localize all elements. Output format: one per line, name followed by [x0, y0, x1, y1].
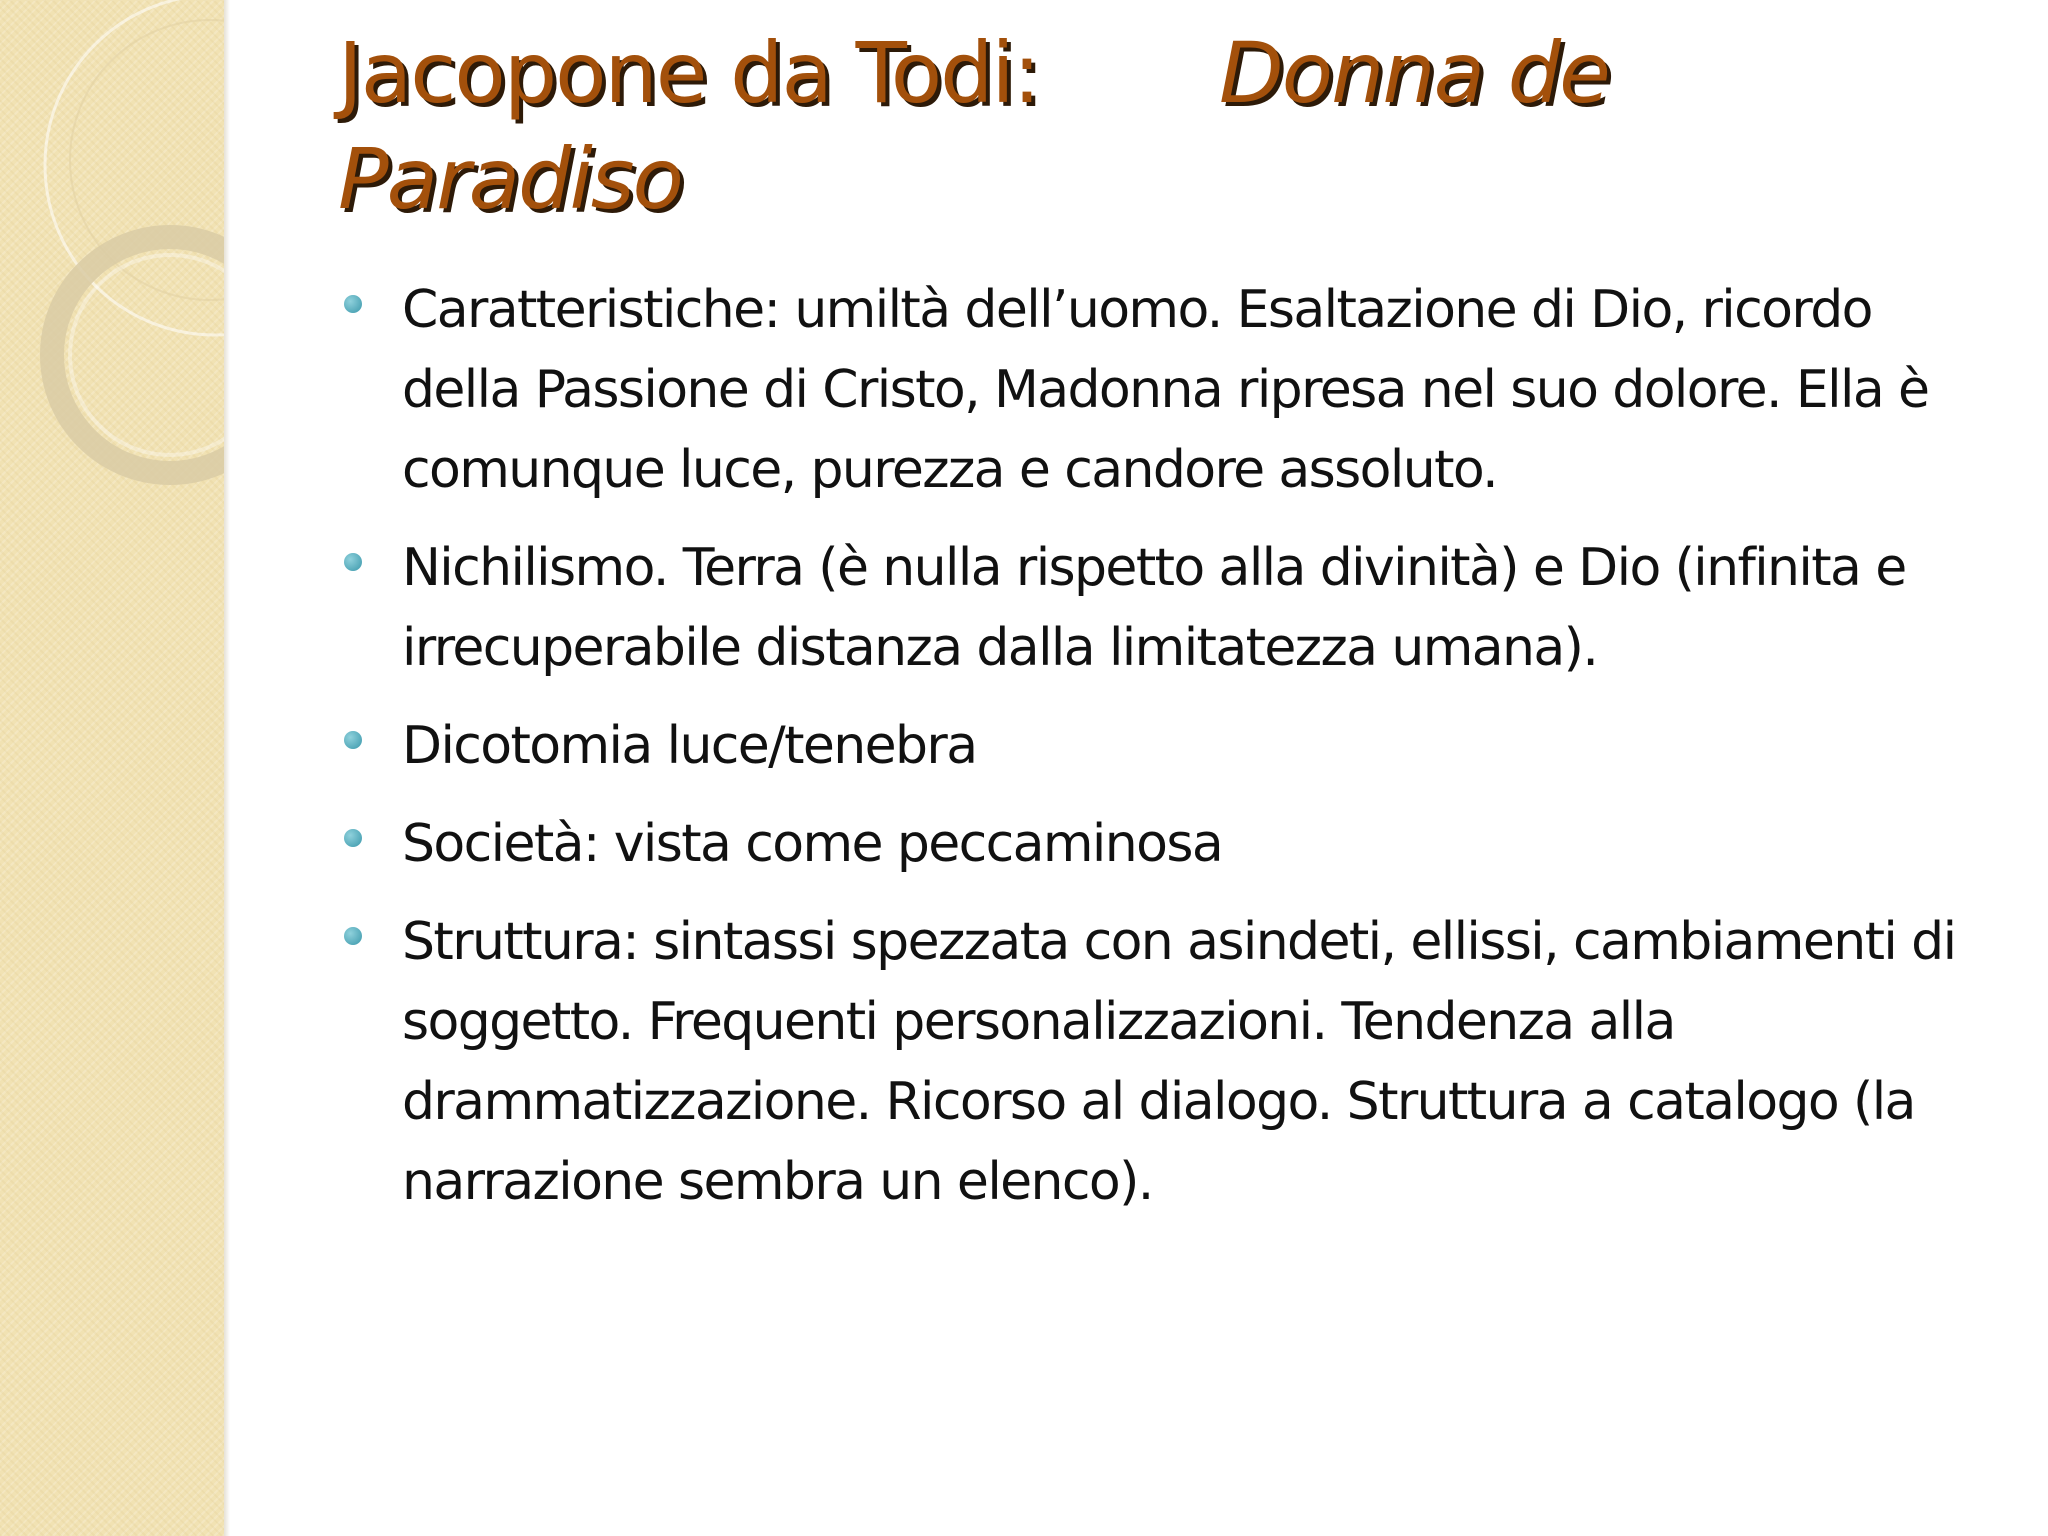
bullet-dot-icon — [344, 731, 362, 749]
sidebar-edge — [224, 0, 230, 1536]
bullet-item — [338, 804, 1978, 884]
bullet-dot-icon — [344, 927, 362, 945]
bullet-dot-icon — [344, 829, 362, 847]
bullet-text: Nichilismo. Terra (è nulla rispetto alla divinità) e Dio (infinita e irrecuperabile distanza dalla limitatezza umana). — [402, 538, 1906, 678]
bullet-item — [338, 902, 1978, 1222]
bullet-list — [338, 270, 1978, 1222]
bullet-dot-icon — [344, 553, 362, 571]
sidebar-rings-graphic — [0, 0, 224, 1536]
bullet-item — [338, 270, 1978, 510]
bullet-dot-icon — [344, 295, 362, 313]
bullet-text: Struttura: sintassi spezzata con asindeti, ellissi, cambiamenti di soggetto. Frequenti personalizzazioni. Tendenza alla drammatizzazione. Ricorso al dialogo. Struttura a catalogo (la narrazione sembra un elenco). — [402, 912, 1956, 1212]
title-author: Jacopone da Todi: — [338, 24, 1040, 122]
bullet-item — [338, 528, 1978, 688]
bullet-text: Società: vista come peccaminosa — [402, 814, 1223, 874]
decorative-sidebar — [0, 0, 224, 1536]
slide-title — [338, 20, 1898, 232]
title-work: Donna de Paradiso — [338, 24, 1609, 228]
slide-content — [338, 270, 1978, 1240]
bullet-text: Caratteristiche: umiltà dell’uomo. Esaltazione di Dio, ricordo della Passione di Cristo, Madonna ripresa nel suo dolore. Ella è comunque luce, purezza e candore assoluto. — [402, 280, 1929, 500]
bullet-text: Dicotomia luce/tenebra — [402, 716, 977, 776]
bullet-item — [338, 706, 1978, 786]
